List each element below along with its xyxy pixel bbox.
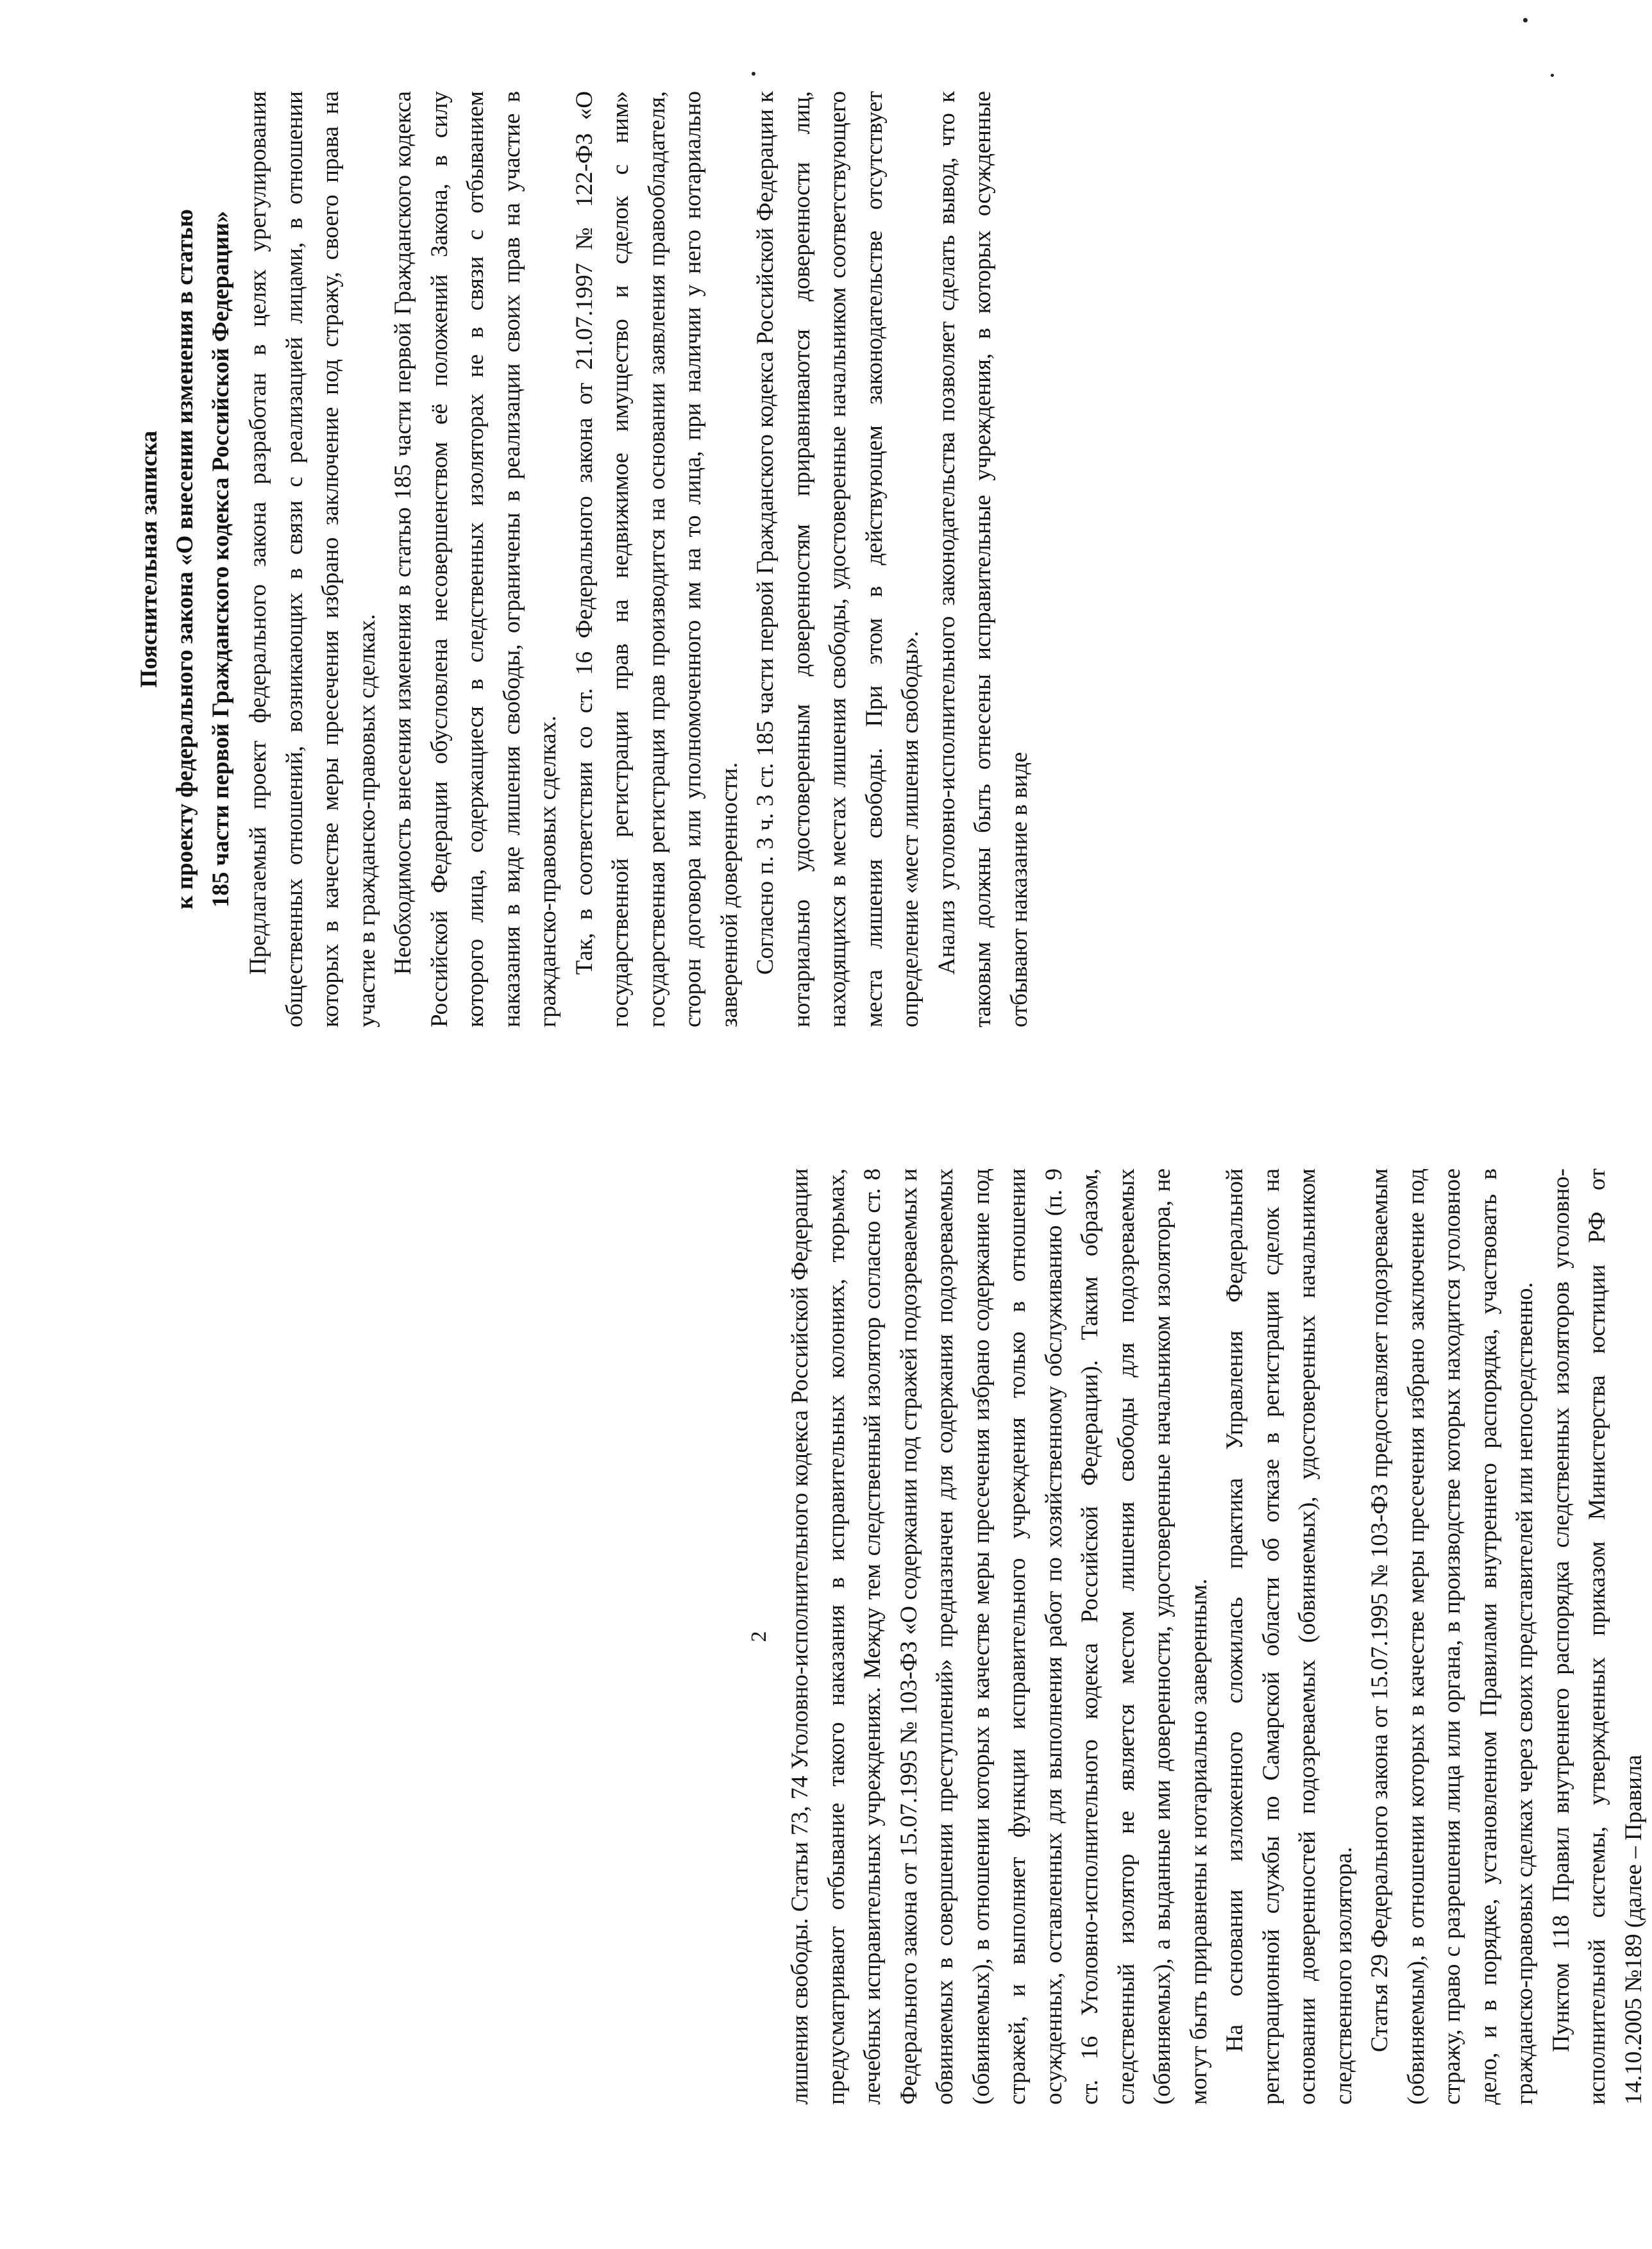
page-number: 2 [747, 1631, 771, 1642]
title-line: к проекту федерального закона «О внесении изменения в статью [172, 209, 198, 909]
paragraph: Так, в соответствии со ст. 16 Федерального закона от 21.07.1997 № 122-ФЗ «О государственной регистрации прав на недвижимое имущество и сделок с ним» государственная регистрация прав производится на основании заявления правообладателя, сторон договора или уполномоченного им на то лица, при наличии у него нотариально заверенной доверенности. [571, 91, 743, 1027]
scan-speck [1523, 18, 1528, 22]
paragraph: Необходимость внесения изменения в статью 185 части первой Гражданского кодекса Российской Федерации обусловлена несовершенством её положений Закона, в силу которого лица, содержащиеся в следственных изоляторах не в связи с отбыванием наказания в виде лишения свободы, ограничены в реализации своих прав на участие в гражданско-правовых сделках. [390, 91, 561, 1027]
document-title [131, 91, 239, 1027]
title-line: 185 части первой Гражданского кодекса Российской Федерации» [208, 210, 234, 908]
paragraph: лишения свободы. Статьи 73, 74 Уголовно-исполнительного кодекса Российской Федерации предусматривают отбывание такого наказания в исправительных колониях, тюрьмах, лечебных исправительных учреждениях. Между тем следственный изолятор согласно ст. 8 Федерального закона от 15.07.1995 № 103-ФЗ «О содержании под стражей подозреваемых и обвиняемых в совершении преступлений» предназначен для содержания подозреваемых (обвиняемых), в отношении которых в качестве меры пресечения избрано содержание под стражей, и выполняет функции исправительного учреждения только в отношении осужденных, оставленных для выполнения работ по хозяйственному обслуживанию (п. 9 ст. 16 Уголовно-исполнительного кодекса Российской Федерации). Таким образом, следственный изолятор не является местом лишения свободы для подозреваемых (обвиняемых), а выданные ими доверенности, удостоверенные начальником изолятора, не могут быть приравнены к нотариально заверенным. [787, 1168, 1212, 2105]
paragraph: Пунктом 118 Правил внутреннего распорядка следственных изоляторов уголовно-исполнительной системы, утвержденных приказом Министерства юстиции РФ от 14.10.2005 №189 (далее – Правила [1547, 1168, 1647, 2105]
left-page-body [240, 91, 1038, 1027]
paragraph: Согласно п. 3 ч. 3 ст. 185 части первой Гражданского кодекса Российской Федерации к нотариально удостоверенным доверенностям приравниваются доверенности лиц, находящихся в местах лишения свободы, удостоверенные начальником соответствующего места лишения свободы. При этом в действующем законодательстве отсутствует определение «мест лишения свободы». [752, 91, 923, 1027]
scan-speck [752, 72, 755, 76]
right-page-body [782, 1168, 1652, 2105]
paragraph: На основании изложенного сложилась практика Управления Федеральной регистрационной службы по Самарской области об отказе в регистрации сделок на основании доверенностей подозреваемых (обвиняемых), удостоверенных начальником следственного изолятора. [1222, 1168, 1357, 2105]
paragraph: Анализ уголовно-исполнительного законодательства позволяет сделать вывод, что к таковым должны быть отнесены исправительные учреждения, в которых осужденные отбывают наказание в виде [933, 91, 1032, 1027]
title-line: Пояснительная записка [136, 430, 162, 688]
paragraph: Статья 29 Федерального закона от 15.07.1995 № 103-ФЗ предоставляет подозреваемым (обвиняемым), в отношении которых в качестве меры пресечения избрано заключение под стражу, право с разрешения лица или органа, в производстве которых находится уголовное дело, и в порядке, установленном Правилами внутреннего распорядка, участвовать в гражданско-правовых сделках через своих представителей или непосредственно. [1367, 1168, 1538, 2105]
scan-speck [1551, 74, 1554, 77]
paragraph: Предлагаемый проект федерального закона разработан в целях урегулирования общественных отношений, возникающих в связи с реализацией лицами, в отношении которых в качестве меры пресечения избрано заключение под стражу, своего права на участие в гражданско-правовых сделках. [245, 91, 380, 1027]
